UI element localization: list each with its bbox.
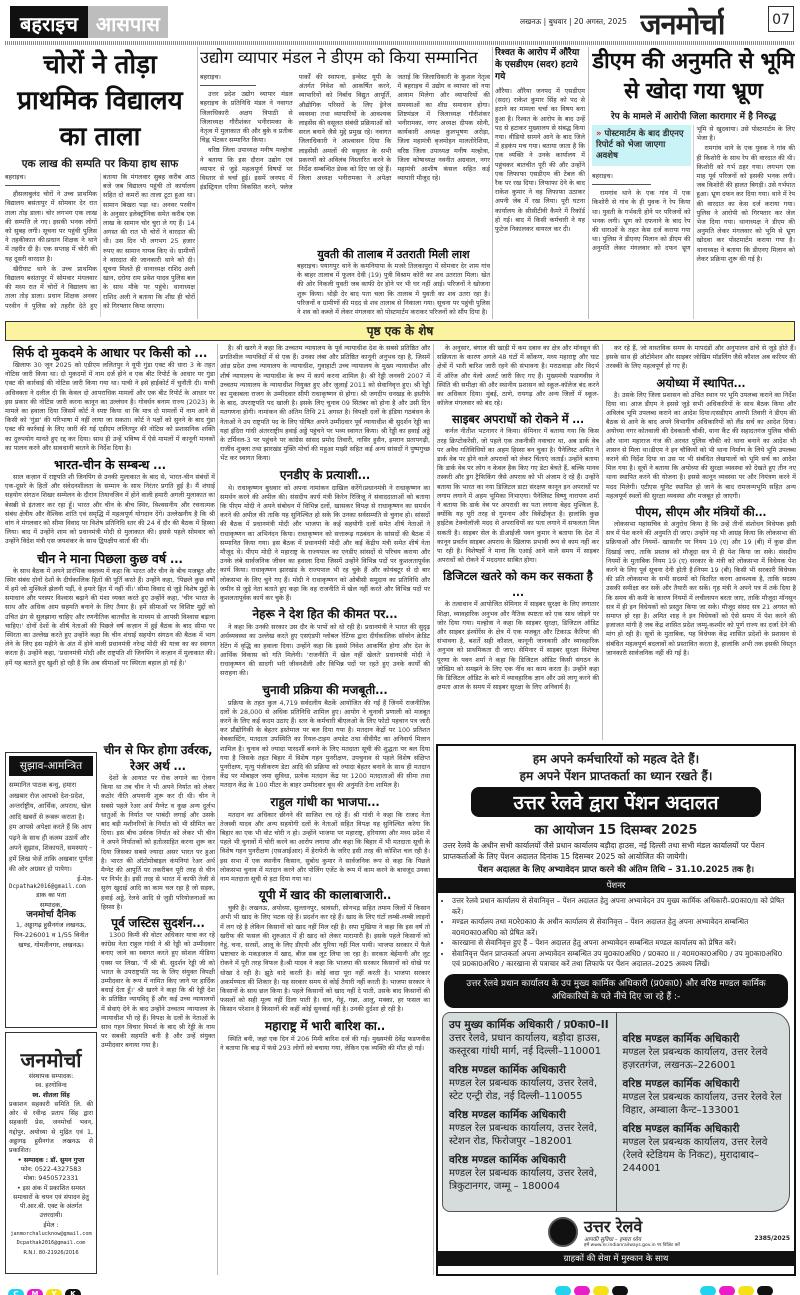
- paragraph: थे। राधाकृष्णन बुधवार को अपना नामांकन दाखिल करेंगे।प्रधानमंत्री ने राधाकृष्णन का समर्थन करने की अपील की। संसदीय कार्य मंत्री किरेन रिजिजू ने संवाददाताओं को बताया कि पीएम मोदी ने अपने संबोधन में विभिन्न दलों, खासकर विपक्ष से राधाकृष्णन का समर्थन करने की अपील की ताकि यह सुनिश्चित हो सके कि उनका सर्वसम्मति से चुनाव हो। सांसदों की बैठक में प्रधानमंत्री मोदी और भाजपा के कई सहयोगी दलों समेत शीर्ष नेताओं ने राधाकृष्णन का अभिनंदन किया। राधाकृष्णन को सत्तारूढ़ गठबंधन के सांसदों की बैठक में सम्मानित किया गया। इस बैठक में प्रधानमंत्री मोदी और कई केंद्रीय मंत्री समेत शीर्ष नेता मौजूद थे। पीएम मोदी ने महाराष्ट्र के राज्यपाल का एनडीए सांसदों से परिचय कराया और उनके लंबे सार्वजनिक जीवन का हवाला दिया जिसमें उन्होंने विभिन्न पदों पर कुशलतापूर्वक कार्य किया। राधाकृष्णन झारखंड के राज्यपाल भी रह चुके हैं और कोयंबटूर से दो बार लोकसभा के लिए चुने गए हैं। मोदी ने राधाकृष्णन को ओबीसी समुदाय का प्रतिनिधि और जमीन से जुड़े नेता बताते हुए कहा कि वह राजनीति में खेल नहीं करते और विभिन्न पदों पर कुशलतापूर्वक कार्य कर चुके हैं।: [220, 483, 430, 603]
- paragraph: के अनुसार, बंगाल की खाड़ी में कम दबाव का क्षेत्र और मॉनसून की सक्रियता के कारण अगले 48 घंटों में कोंकण, मध्य महाराष्ट्र और घाट क्षेत्रों में भारी बारिश जारी रहने की संभावना है। मराठवाड़ा और विदर्भ में ऑरेंज और येलो अलर्ट जारी किए गए हैं। मुख्यमंत्री फडणवीस ने स्थिति की समीक्षा की और स्थानीय प्रशासन को स्कूल-कॉलेज बंद करने का अधिकार दिया। मुंबई, ठाणे, रायगढ़ और अन्य जिलों में स्कूल-कॉलेज मंगलवार को बंद रहे।: [437, 344, 599, 408]
- subsection-name: आसपास: [88, 6, 168, 38]
- headline: चोरों ने तोड़ा प्राथमिक विद्यालय का ताला: [17, 50, 183, 152]
- headline: चीन से फिर होगा उर्वरक, रेअर अर्थ ...: [103, 743, 213, 773]
- registration-mark-c: [700, 1286, 716, 1295]
- office-address: मण्डल रेल प्रबन्धक कार्यालय, उत्तर रेलवे हज़रतगंज, लखनऊ–226001: [622, 1046, 768, 1071]
- headline: डिजिटल खतरे को कम कर सकता है ...: [443, 569, 593, 600]
- headline: नेहरू ने देश हित की कीमत पर...: [252, 607, 398, 622]
- issue-dateline: लखनऊ | बुधवार | 20 अगस्त, 2025: [520, 17, 627, 26]
- office-address: मण्डल रेल प्रबन्धक कार्यालय, उत्तर रेलवे, स्टेट एन्ट्री रोड, नई दिल्ली–110055: [449, 1077, 598, 1102]
- column-b: [220, 344, 430, 1275]
- paragraph: के तत्वाधान में आयोजित सेमिनार में साइबर सुरक्षा के लिए लगातार शिक्षा, व्यावहारिक अनुभव और नैतिक स्पष्टता को एक साथ जोड़ने पर जोर दिया गया। मल्होत्रा ने कहा कि साइबर सुरक्षा, डिजिटल ऑडिट और साइबर इंश्योरेंस के क्षेत्र में एक मजबूत और टिकाऊ कैरियर की संभावना है, बशर्ते सही कौशल, कानूनी जानकारी और व्यावहारिक अनुभव को प्राथमिकता दी जाए। सेमिनार में साइबर सुरक्षा विशेषज्ञ पूरणा के पवन शर्मा ने कहा कि डिजिटल ऑडिट किसी संगठन के जोखिम को समझने के लिए एक नींव का काम करता है। उन्होंने कहा कि डिजिटल ऑडिट के बारे में व्यावहारिक ज्ञान और उसे लागू करने की क्षमता आज के समय में साइबर सुरक्षा के लिए अनिवार्य है।: [437, 600, 599, 692]
- article-pond-body: [297, 248, 490, 318]
- postal-address: 1, अड्डागढ़ हुसैनगंज लखनऊ, पिन-226001 व 1/55 विनीत खण्ड, गोमतीनगर, लखनऊ।: [13, 920, 89, 949]
- post-label: डाक का पता: [35, 890, 67, 899]
- email-link[interactable]: Dcpathak2016@gmail.com: [16, 1240, 86, 1247]
- masthead-logo: जनमोर्चा: [640, 7, 725, 41]
- subhead: रेप के मामले में आरोपी जिला कारागार में है निरुद्ध: [611, 112, 776, 122]
- headline: साइबर अपराधों को रोकने में ...: [451, 412, 585, 427]
- headline: युवती की तालाब में उतराती मिली लाश: [317, 248, 470, 261]
- header-rule: [5, 41, 795, 45]
- imprint-box: [5, 1032, 97, 1274]
- paragraph: देशों के आयात पर रोक लगाने का ऐलान किया था तब चीन ने भी अपने निर्यात को लेकर कठोर नीति अपनानी शुरू कर दी थी। चीन ने सबसे पहले रेअर अर्थ मैग्नेट व कुछ अन्य दुर्लभ धातुओं के निर्यात पर पाबंदी लगाई और उसके बाद बड़ी मशीनरियों के निर्यात को भी सीमित कर दिया। इस बीच उर्वरक निर्यात को लेकर भी चीन ने अपने निर्यातकों को हतोत्साहित करना शुरू कर दिया जिसका सबसे ज्यादा असर भारत पर हुआ है। भारत की ऑटोमोबाइल कंपनियां रेअर अर्थ मैग्नेट की आपूर्ति पर तकरीबन पूरी तरह से चीन पर निर्भर है। इसी तरह से भारत में काफी तेजी से सुरंग खुदाई आदि का काम चल रहा है जो सड़क, हवाई अड्डे, रेलवे आदि से जुड़ी परियोजनाओं का हिस्सा है।: [101, 774, 215, 911]
- editor-name: • सम्पादक : डॉ. सुमन गुप्ता: [17, 1156, 85, 1164]
- headline: चुनावी प्रक्रिया की मजबूती...: [262, 682, 388, 697]
- ad-footer: ग्राहकों की सेवा में मुस्कान के साथ: [438, 1251, 794, 1266]
- instruction-item: • सेवानिवृत्त पेंशन प्राप्तकर्ता अपना अभ्यावेदन सम्बन्धित उप मु0का0अधि0 / प्र0का0 II / व0म0का0अधि0 / उप मु0का0अधि0 एवं प्र0का0अधि0 / कारखाना से पत्राचार करें तथा लिफाफे पर पेंशन अदालत–2025 अवश्य लिखें।: [452, 949, 788, 970]
- founder-name: स्व. शीतला सिंह: [32, 1091, 70, 1099]
- registration-mark-k: [757, 1286, 773, 1295]
- headline: महाराष्ट्र में भारी बारिश का..: [264, 1018, 386, 1033]
- column-c: [437, 344, 599, 740]
- paragraph: है। श्री खरगे ने कहा कि उच्चतम न्यायालय के पूर्व न्यायाधीश देश के सबसे प्रतिष्ठित और प्रगतिशील न्यायविदों में से एक हैं। उनका लंबा और प्रतिष्ठित कानूनी अनुभव रहा है, जिसमें आंध्र प्रदेश उच्च न्यायालय के न्यायाधीश, गुवाहाटी उच्च न्यायालय के मुख्य न्यायाधीश और शीर्ष न्यायालय के न्यायाधीश के रूप में कार्य करना शामिल है। श्री रेड्डी जनवरी 2007 में उच्चतम न्यायालय के न्यायाधीश नियुक्त हुए और जुलाई 2011 को सेवानिवृत्त हुए। श्री रेड्डी का मुकाबला राजग के उम्मीदवार सीपी राधाकृष्णन से होगा। श्री जगदीप धनखड़ के इस्तीफे के बाद, उपराष्ट्रपति पद खाली है। इसके लिए चुनाव 09 सितंबर को होना है और उसी दिन मतगणना होगी। नामांकन की अंतिम तिथि 21 अगस्त है। विपक्षी दलों के इंडिया गठबंधन के नेताओं ने उप राष्ट्रपति पद के लिए घोषित अपने उम्मीदवार पूर्व न्यायाधीश बी सुदर्शन रेड्डी का यहां इंदिरा गांधी अंतरराष्ट्रीय हवाई अड्डे पहुंचने पर भव्य स्वागत किया। श्री रेड्डी का हवाई अड्डे के टर्मिनल-3 पर पहुंचने पर कांग्रेस सांसद प्रमोद तिवारी, नासिर हुसैन, इमरान प्रतापगढ़ी, राजीव शुक्ला तथा झारखंड मुक्ति मोर्चा की महुआ माझी सहित कई अन्य सांसदों ने पुष्पगुच्छ भेंट कर स्वागत किया।: [220, 344, 430, 463]
- paragraph: है। उसके लिए जिला प्रशासन को उचित स्थान पर भूमि उपलब्ध कराने का निर्देश दिया था। आज डीएम ने इससे जुड़े सभी अधिकारियों के साथ बैठक किया और अविलंब भूमि उपलब्ध कराने का आदेश दिया।एसडीएम आरपी तिवारी ने डीएम की बैठक से आने के बाद अपने विभागीय अधिकारियों को लैंड सर्च का आदेश दिया। अयोध्या नगर कोतवाली की देवकाली चौकी, थाना कैंट की सहादतगंज पुलिस चौकी और थाना महाराज गंज की अरवत पुलिस चौकी को थाना बनाने का आदेश भी शासन से मिला था।डीएम ने इन चौकियों को भी थाना निर्माण के लिये भूमि उपलब्ध कराने की निर्देश दिया था उस पर भी संबंधित लेखपालों को भूमि सर्च का आदेश मिल गया है। सूत्रों ने बताया कि अयोध्या की सुरक्षा व्यवस्था को देखते हुए तीन नए थाना स्थापित करने की योजना है। इससे कानून व्यवस्था पर और नियंत्रण करने में मदद मिलेगी। एटीएस यूनिट स्थापित हो जाने के बाद रामजन्मभूमि सहित अन्य महत्वपूर्ण स्थलों की सुरक्षा व्यवस्था और मजबूत हो जाएगी।: [606, 390, 796, 500]
- paragraph: उत्तर प्रदेश उद्योग व्यापार मंडल बहराइच के प्रतिनिधि मंडल ने नवागत जिलाधिकारी अक्षय त्रिपाठी से जिलाध्यक्ष गौरीशंकर भनीरामका के नेतृत्व में मुलाकात की और बुके व प्रतीक चिह्न भेंटकर सम्मानित किया।: [200, 90, 293, 145]
- headline: पीएम, सीएम और मंत्रियों की...: [635, 505, 767, 520]
- office-address: उत्तर रेलवे, प्रधान कार्यालय, बड़ौदा हाउस, कस्तूरबा गांधी मार्ग, नई दिल्ली–110001: [449, 1032, 602, 1057]
- imprint-text: प्रकाशन सहकारी समिति लि. की ओर से रवीन्द्र प्रताप सिंह द्वारा सहकारी प्रेस, जनमोर्चा भवन, गद्दोपुर, अयोध्या से मुद्रित एवं 1, अड्डागढ़ हुसैनगंज लखनऊ से प्रकाशित।: [9, 1100, 93, 1155]
- section-name: बहराइच: [10, 6, 88, 38]
- registration-strip: [0, 1279, 800, 1295]
- section-flag: [10, 6, 168, 38]
- registration-mark-c: C: [8, 1289, 24, 1295]
- registration-mark-y: [593, 1286, 609, 1295]
- office-address: मण्डल रेल प्रबन्धक कार्यालय, उत्तर रेलवे, त्रिकुटानगर, जम्मू – 180004: [449, 1167, 598, 1192]
- editor-label: सम्पादक,: [39, 900, 63, 909]
- office-title: वरिष्ठ मण्डल कार्मिक अधिकारी: [622, 1077, 740, 1090]
- founder-label: संस्थापक सम्पादक:: [28, 1073, 74, 1080]
- paragraph: प्रक्रिया के तहत कुल 4,719 सर्वदलीय बैठकें आयोजित की गईं हैं जिनमें राजनीतिक दलों के 28,000 से अधिक प्रतिनिधि शामिल हुए। आयोग ने चुनावी प्रणाली को मजबूत करने के लिए कई कदम उठाए हैं। स्तर के कर्मचारी बीएलओ के लिए फोटो पहचान पत्र जारी कर प्रौद्योगिकी के बेहतर इस्तेमाल पर बल दिया गया है। मतदान केंद्रों पर 100 प्रतिशत वेबकास्टिंग, मतदाता उपस्थिति का रियल-टाइम अपडेट तथा वीवीपैट का अनिवार्य मिलान शामिल है। चुनाव को ज्यादा पारदर्शी बनाने के लिए मतदाता सूची की शुद्धता पर बल दिया गया है जिसके तहत बिहार में विशेष गहन पुनरीक्षण, उपचुनाव से पहले विशेष संक्षिप्त पुनरीक्षण, मृत्यु पंजीकरण डेटा आदि की प्रक्रिया को ज्यादा बेहतर बनाने के साथ ही मतदान केंद्र पर मोबाइल जमा सुविधा, प्रत्येक मतदान केंद्र पर 1200 मतदाताओं की सीमा तथा मतदान केंद्र के 100 मीटर के बाहर उम्मीदवार बूथ की अनुमति देना शामिल है।: [220, 698, 430, 790]
- paragraph: खिलाफ 30 जून 2025 को एडीएम ललितपुर ने यूपी गुंडा एक्ट की धारा 3 के तहत नोटिस जारी किया था। दो मुकदमों में नाम दर्ज होने व एक बीट रिपोर्ट के आधार पर गुंडा एक्ट की कार्रवाई की नोटिस जारी किया गया था। याची ने इसे हाईकोर्ट में चुनौती दी। याची अधिवक्ता ने दलील दी कि केवल दो आपराधिक मामलों और एक बीट रिपोर्ट के आधार पर इस प्रकार की नोटिस जारी करना कानून का उल्लंघन है। गोवर्धन बनाम राज्य (2023) के मामले का हवाला दिया जिसमें कोर्ट ने स्पष्ट किया था कि मात्र दो मामलों में नाम आने से किसी को 'गुंडा' की परिभाषा में नहीं लाया जा सकता। कोर्ट ने पक्षों को सुनने के बाद गुंडा एक्ट की कार्रवाई के लिए जारी की गई एडीएम ललितपुर की नोटिस को प्रशासनिक शक्ति का दुरुपयोग मानते हुए रद्द कर दिया। साथ ही उन्हें भविष्य में ऐसे मामलों में कानूनी मानकों का पालन करने और सावधानी बरतने के निर्देश दिया है।: [5, 361, 215, 452]
- registration-mark-k: K: [65, 1289, 81, 1295]
- column-a-right: [101, 742, 215, 1275]
- registration-mark-m: M: [27, 1289, 43, 1295]
- registration-mark-c: [555, 1286, 571, 1295]
- column-d: [606, 344, 796, 740]
- office-address: मण्डल रेल प्रबन्धक कार्यालय, उत्तर रेलवे रेल विहार, अम्बाला कैन्ट–133001: [622, 1091, 782, 1116]
- railway-tagline: आपकी सुविधा – हमारा ध्येय: [584, 1236, 641, 1243]
- registration-mark-m: [574, 1286, 590, 1295]
- paper-name: जनमोर्चा दैनिक: [26, 909, 76, 920]
- ad-line: हम अपने पेंशन प्राप्तकर्ता का ध्यान रखते हैं।: [519, 769, 713, 783]
- headline: उद्योग व्यापार मंडल ने डीएम को किया सम्मानित: [200, 48, 478, 67]
- instructions-list: [438, 896, 794, 970]
- highlight-box: [592, 125, 691, 166]
- headline: यूपी में खाद की कालाबाजारी..: [258, 888, 392, 903]
- headline: एनडीए के प्रत्याशी...: [279, 467, 371, 482]
- railway-pension-ad: [436, 744, 796, 1276]
- headline: भारत-चीन के सम्बन्ध ...: [54, 457, 166, 473]
- office-address: मण्डल रेल प्रबन्धक कार्यालय, उत्तर रेलवे, स्टेशन रोड, फिरोजपुर –182001: [449, 1122, 598, 1147]
- continued-banner: पृष्ठ एक के शेष: [5, 321, 795, 341]
- instruction-item: • मण्डल कार्यालय तथा म0रे0का0 के अधीन कार्यालय से सेवानिवृत्त – पेंशन अदालत हेतु अपना अभ्यावेदन सम्बन्धित व0म0का0अधि0 को प्रेषित करें।: [452, 917, 788, 938]
- headline: सिर्फ दो मुकदमे के आधार पर किसी को ...: [12, 345, 208, 360]
- headline: पूर्व जस्टिस सुदर्शन...: [111, 916, 205, 931]
- railway-logo: उत्तर रेलवे: [584, 1216, 643, 1236]
- office-title: वरिष्ठ मण्डल कार्मिक अधिकारी: [449, 1108, 566, 1121]
- ad-date: का आयोजन 15 दिसम्बर 2025: [534, 823, 698, 838]
- email-link[interactable]: janmorchalucknow@gmail.com: [10, 1231, 92, 1238]
- ad-title: उत्तर रेलवे द्वारा पेंशन अदालत: [471, 787, 761, 817]
- pensioner-bar: पेंशनर: [438, 878, 794, 893]
- founder-name: स्व. हरगोविन्द: [35, 1082, 67, 1090]
- headline: अयोध्या में स्थापित...: [656, 375, 746, 390]
- paragraph: के साथ बैठक में अपने प्रारंभिक वक्तव्य में कहा कि भारत और चीन के बीच मजबूत और स्थिर संबंध दोनों देशों के दीर्घकालिक हितों की पूर्ति करते हैं। उन्होंने कहा, 'पिछले कुछ वर्षों में हमें जो मुश्किलें झेलनी पड़ीं, वे हमारे हित में नहीं थीं।' सीमा विवाद से जुड़े विशेष मुद्दों के समाधान और परस्पर विश्वास बढ़ाने की मंशा व्यक्त करते हुए उन्होंने कहा, 'चीन भारत के साथ और अधिक आम सहमति बनाने के लिए तैयार है। हमें सीमाओं पर विशिष्ट मुद्दों को उचित ढंग से सुलझाना चाहिए और रणनीतिक बातचीत के माध्यम से आपसी विश्वास बढ़ाना चाहिए।' दोनों देशों के शीर्ष नेताओं की पिछले वर्ष कज़ान में हुई बैठक के बाद सीमा पर स्थिरता का उल्लेख करते हुए उन्होंने कहा कि चीन शंघाई सहयोग संगठन की बैठक में भाग लेने के लिए इस महीने के अंत में होने वाली प्रधानमंत्री नरेन्द्र मोदी की यात्रा का का स्वागत करता है। उन्होंने कहा, 'प्रधानमंत्री मोदी और राष्ट्रपति शी जिनपिंग ने कज़ान में मुलाकात की। हमें यह बताते हुए खुशी हो रही है कि अब सीमाओं पर स्थिरता बहाल हो गई है।': [5, 566, 215, 667]
- headline: राहुल गांधी का भाजपा...: [270, 794, 380, 809]
- paragraph: स्थिति बनी, जहां एक दिन में 206 मिमी बारिश दर्ज की गई। मुख्यमंत्री देवेंद्र फडणवीस ने बताया कि बाढ़ में फंसे 293 लोगों को बचाया गया, लेकिन एक व्यक्ति की मौत हो गई।: [220, 1034, 430, 1052]
- ad-intro: उत्तर रेलवे के अधीन सभी कार्यालयों जैसे प्रधान कार्यालय बड़ौदा हाउस, नई दिल्ली तथा सभी मंडल कार्यालयों पर पेंशन प्राप्तकर्ताओं के लिए पेंशन अदालत दिनांक 15 दिसम्बर 2025 को आयोजित की जायेगी।: [443, 841, 765, 861]
- office-title: वरिष्ठ मण्डल कार्मिक अधिकारी: [622, 1032, 740, 1045]
- headline: डीएम की अनुमति से भूमि से खोदा गया भ्रूण: [592, 49, 795, 104]
- paragraph: कर्नल नीतीश भटनागर ने किया। सेमिनार में बताया गया कि किस तरह क्रिप्टोकरेंसी, जो पहले एक तकनीकी नवाचार था, अब डार्क वेब पर अवैध गतिविधियों का अहम हिस्सा बन चुका है। पैनेलिस्ट अमित ने डार्क वेब पर होने वाले अपराधों को लेकर चिंताएं जताईं। उन्होंने बताया कि डार्क वेब पर लोग न केवल हैक किए गए डेटा बेचते हैं, बल्कि मानव तस्करी और ड्रग ट्रैफिकिंग जैसे अपराध को भी अंजाम दे रहे हैं। उन्होंने बताया कि भारत का नया डिजिटल डाटा संरक्षण कानून इन अपराधों पर लगाम लगाने में अहम भूमिका निभाएगा। पैनेलिस्ट विष्णु नारायण शर्मा ने बताया कि डार्क वेब पर अपराधी का पता लगाना बेहद मुश्किल है, क्योंकि यह पूरी तरह से गुमनाम और विकेंद्रीकृत है। हालांकि कुछ हाईटेक टेक्नोलॉजी मदद से अपराधियों का पता लगाने में सफलता मिल सकती है। साइबर सेल के डीआईजी पवन कुमार ने बताया कि देश में कानून प्रवर्तन साइबर अपराध के खिलाफ प्रभावी रूप से काम नहीं कर पा रही है। विशेषज्ञों ने माना कि एआई आने वाले समय में साइबर अपराधों को रोकने में मददगार साबित होगा।: [437, 427, 599, 565]
- dateline: बहराइच।: [200, 73, 256, 86]
- subhead: एक लाख की सम्पति पर किया हाथ साफ: [21, 158, 179, 170]
- paragraph: चुकी है। लखनऊ, अयोध्या, सुल्तानपुर, श्रावस्ती, सोनभद्र सहित तमाम जिलों में किसान अभी भी खाद के लिए भटक रहे हैं। प्रदर्शन कर रहे हैं। खाद के लिए घंटों लम्बी-लम्बी लाइनों में लग रहे है लेकिन किसानों को खाद नहीं मिल रही है। सपा मुखिया ने कहा कि इस वर्ष तो खरीफ की फसल की शुरुआत में ही खाद को लेकर मारामारी है। इसके पहले किसानों को गेहूं, चना, सरसों, आलू के लिए डीएपी और यूरिया नहीं मिल पायी। भाजपा सरकार में फैले भ्रष्टाचार के मकड़जाल में खाद, बीज सब लूट लिया जा रहा है। सरकार बेईमानी और लूट रोकने में पूरी तरह विफल है।श्री यादव ने कहा कि भाजपा की सरकार किसानों को धोखे पर धोखा दे रही है। झूठे वादे करती है। कोई वादा पूरा नहीं करती है। भाजपा सरकार अकर्मण्यता की शिकार है। यह सरकार समय से कोई तैयारी नहीं करती है। भाजपा सरकार ने किसानों के साथ छल किया है। पहले किसानों को खाद नहीं दे पाती, उसके बाद किसानों की फसलों को सही मूल्य नहीं दिला पाती है। धान, गेहूं, गन्ना, आलू, मक्का, हर फसल का किसान परेशान है किसानों की कहीं कोई सुनवाई नहीं है। उनकी दुर्दशा हो रही है।: [220, 904, 430, 1014]
- address-intro: उत्तर रेलवे प्रधान कार्यालय के उप मुख्य कार्मिक अधिकारी (प्र0का0) और वरिष्ठ मण्डल कार्मिक अधिकारियों के पते नीचे दिए जा रहे हैं :-: [444, 974, 788, 1008]
- email-label: ई-मेल-: [77, 874, 93, 883]
- paragraph: मतदान का अधिकार छीनने की साजिश रच रहे हैं। श्री गांधी ने कहा कि राजद नेता तेजस्वी यादव और अन्य सहयोगी दलों के नेताओं सहित विपक्ष यह सुनिश्चित करेगा कि बिहार का एक भी वोट चोरी न हो। उन्होंने भाजपा पर महाराष्ट्र, हरियाणा और मध्य प्रदेश में पहले भी चुनावों में चोरी करने का आरोप लगाया और कहा कि बिहार में भी मतदाता सूची के विशेष गहन पुनरीक्षण (एसआईआर) में हेराफेरी के जरिए इसी तरह की कोशिश चल रही है। इस सभा में एक स्थानीय किसान, सुबोध कुमार ने सार्वजनिक रूप से कहा कि पिछले लोकसभा चुनाव में मतदान करने और पोलिंग एजेंट के रूप में काम करने के बावजूद उनका नाम मतदाता सूची से हटा दिया गया था।: [220, 810, 430, 883]
- ad-logo-row: [438, 1215, 794, 1251]
- imprint-logo: जनमोर्चा: [20, 1048, 82, 1072]
- ad-reference: 2385/2025: [754, 1234, 790, 1242]
- registration-mark-m: [719, 1286, 735, 1295]
- instruction-item: • उत्तर रेलवे प्रधान कार्यालय से सेवानिवृत्त – पेंशन अदालत हेतु अपना अभ्यावेदन उप मुख्य कार्मिक अधिकारी–प्र0का0/II को प्रेषित करें।: [452, 896, 788, 917]
- address-panel: [442, 1012, 790, 1212]
- headline: रिश्वत के आरोप में औरैया के एसडीएम (सदर) हटाये गये: [495, 48, 580, 82]
- office-title: वरिष्ठ मण्डल कार्मिक अधिकारी: [622, 1122, 740, 1135]
- phone: फोन: 0522-4327583: [20, 1165, 82, 1173]
- paragraph: हौसलाबुलंद चोरों ने उच्च प्राथमिक विद्यालय बसंतापुर में सोमवार देर रात ताला तोड़ डाला। चोर लगभग एक लाख की सम्पत्ति ले गए। इसकी भनक लोगों को सुबह लगी। सूचना पर पहुंची पुलिस ने तहकीकात की।प्रधान शिक्षक ने थाने में तहरीर दी है। एक सप्ताह में चोरी की यह दूसरी वारदात है।: [5, 190, 97, 263]
- mobile: मोबा: 9450572331: [23, 1175, 79, 1183]
- paragraph: कर रहे हैं, जो वास्तविक समय के मापदंडों और अनुपालन ढांचे से जुड़े होते हैं। इसके साथ ही ऑटोमेशन और साइबर जोखिम मॉडलिंग जैसे कौशल अब करियर की तरक्की के लिए महत्वपूर्ण हो गए हैं।: [606, 344, 796, 371]
- box-title: सुझाव-आमन्त्रित: [9, 756, 93, 776]
- railway-emblem-icon: [548, 1217, 578, 1247]
- paragraph: रामगांव थाने के एक गांव में एक किशोरी से गांव के ही युवक ने रेप किया था। युवती के गर्भवती होने पर परिजनों को भनक लगी। भ्रूण को दफनाने के बाद रेप की धाराओं के तहत केस दर्ज कराया गया था। पुलिस ने डीएनए मिलान को डीएम की अनुमति लेकर मंगलवार को दफन भ्रूण भूमि से खुदवाया। उसे पोस्टमार्टम के लिए भेजा है।: [592, 125, 795, 253]
- headline: चीन ने माना पिछला कुछ वर्ष ...: [37, 550, 183, 566]
- registration-mark-y: Y: [46, 1289, 62, 1295]
- ad-deadline: पेंशन अदालत के लिए अभ्यावेदन प्राप्त करने की अंतिम तिथि – 31.10.2025 तक है।: [477, 865, 755, 875]
- paragraph: ने कहा कि उनकी सरकार उस दौर के पापों को धो रही है। प्रधानमंत्री ने भारत की सुदृढ़ अर्थव्यवस्था का उल्लेख करते हुए एसएंडपी ग्लोबल रेटिंग्स द्वारा दीर्घकालिक सॉवरेन क्रेडिट रेटिंग में वृद्धि का हवाला दिया। उन्होंने कहा कि इससे निवेश आकर्षित होगा और देश के आर्थिक विकास को गति मिलेगी। 'राजनीति में खेल नहीं खेलते' प्रधानमंत्री मोदी ने राधाकृष्णन की सादगी भरी जीवनशैली और विभिन्न पदों पर रहते हुए उनके कार्यों की सराहना की।: [220, 623, 430, 678]
- paragraph: सम्मानित पाठक बन्धु, हमारा अखबार रोज आपको देश-प्रदेश, अन्तर्राष्ट्रीय, आर्थिक, अपराध, खेल आदि खबरों से रूबरू कराता है। हम आपसे अपेक्षा करते हैं कि आप पढ़ने के साथ ही कलम उठायें और अपने सुझाव, शिकायतें, समस्याएं - हमें लिख भेजें ताकि अखबार पूर्णता की ओर अग्रसर हो पायेगा।: [9, 781, 93, 873]
- office-title: वरिष्ठ मण्डल कार्मिक अधिकारी: [449, 1063, 566, 1076]
- highlight-text: पोस्टमार्टम के बाद डीएनए रिपोर्ट को भेजा जाएगा अवशेष: [596, 129, 684, 161]
- email-label: ईमेल :: [43, 1221, 59, 1229]
- office-title: वरिष्ठ मण्डल कार्मिक अधिकारी: [449, 1153, 566, 1166]
- paragraph: औरैया। औरैया जनपद में एसडीएम (सदर) राकेश कुमार सिंह को पद से हटाने का मामला चर्चा का विषय बना हुआ है। रिश्वत के आरोप के बाद उन्हें पद से हटाकर मुख्यालय से संबद्ध किया गया। वीडियो सामने आने के बाद जिले में हड़कंप मच गया। बताया जाता है कि एक व्यक्ति ने उनके कार्यालय में पहुंचकर बातचीत पूरी की और उन्होंने एक लिफाफा एसडीएम की टेबल की रैक पर रख दिया। लिफाफा देने के बाद राकेश कुमार ने वह लिफाफा उठाकर अपनी जेब में रख लिया। पूरी घटना कार्यालय के सीसीटीवी कैमरे में रिकॉर्ड हो गई। बाद में किसी कर्मचारी ने यह फुटेज निकालकर वायरल कर दी।: [495, 87, 585, 234]
- paragraph: साल कज़ान में राष्ट्रपति शी जिनपिंग से उनकी मुलाकात के बाद से, भारत-चीन संबंधों में एक-दूसरे के हितों और संवेदनशीलता के सम्मान के साथ निरंतर प्रगति हुई है। मैं शंघाई सहयोग संगठन शिखर सम्मेलन के दौरान तियानजिन में होने वाली हमारी अगली मुलाकात का बेसब्री से इंतजार कर रहा हूँ। भारत और चीन के बीच स्थिर, विश्वसनीय और रचनात्मक संबंध क्षेत्रीय और वैश्विक शांति एवं समृद्धि में महत्वपूर्ण योगदान देंगे। उल्लेखनीय है कि श्री वांग ने मंगलवार को सीमा विवाद पर विशेष प्रतिनिधि स्तर की 24 वें दौर की बैठक में हिस्सा लिया। बाद में उन्होंने शाम को प्रधानमंत्री मोदी से मुलाकात की। इससे पहले सोमवार को उन्होंने विदेश मंत्री एस जयशंकर के साथ द्विपक्षीय वार्ता की थी।: [5, 473, 215, 546]
- office-address: मण्डल रेल प्रबन्धक कार्यालय, उत्तर रेलवे (रेलवे स्टेडियम के निकट), मुरादाबाद–244001: [622, 1136, 768, 1174]
- paragraph: बहराइच। पयागपुर थाने के कमनियापा के मजरे तिलकापुरा में सोमवार देर शाम गांव के बाहर तालाब में फूलन देवी (19) पुत्री विश्राम कोरी का शव उतराता मिला। खेत की ओर निकली युवती जब काफी देर होने पर भी घर नहीं आई। परिजनों ने खोजना शुरू किया। थोड़ी देर बाद पता चला कि तालाब में युवती का शव उतरा रहा है। परिजनों व ग्रामीणों की मदद से शव तालाब से निकाला गया। सूचना पर पहुंची पुलिस ने शव को कब्जे में लेकर मंगलवार को पोस्टमार्टम कराकर परिजनों को सौंप दिया है।: [297, 262, 490, 317]
- dateline: बहराइच।: [592, 172, 651, 185]
- paragraph: खैरीघाट थाने के उच्च प्राथमिक विद्यालय बसंतापुर में सोमवार मंगलवार की मध्य रात में चोरों ने विद्यालय का ताला तोड़ डाला। प्रधान शिक्षक अनवर परवीन ने पुलिस को तहरीर देते हुए बताया कि मंगलवार सुबह करीब आठ बजे जब विद्यालय पहुंची तो कार्यालय सहित दो कमरों का ताला टूटा हुआ था। सामान बिखरा पड़ा था। अनवर परवीन के अनुसार इलेक्ट्रॉनिक समेत करीब एक लाख के सामान चोर चुरा ले गए हैं। 14 अगस्त की रात भी चोरों ने वारदात की थी। उस दिन भी लगभग 25 हजार रुपए का सामान गायब किए थे। ग्रामीणों ने वारदात की जानकारी थाने को दी। सूचना मिलते ही थानाध्यक्ष राशिद अली खान, दरोगा राम प्रवेश यादव पुलिस बल के साथ मौके पर पहुंचे। थानाध्यक्ष राशिद अली ने बताया कि शीघ्र ही चोरों को गिरफ्तार किया जाएगा।: [5, 173, 195, 310]
- article-fetus: [592, 47, 795, 319]
- prb-note: • इस अंक में प्रकाशित समस्त समाचारों के चयन एवं संपादन हेतु पी.आर.बी. एक्ट के अंतर्गत उत्तरदायी।: [13, 1184, 89, 1220]
- instruction-item: • कारखाना से सेवानिवृत्त हुए हैं – पेंशन अदालत हेतु अपना अभ्यावेदन सम्बन्धित मण्डल कार्यालय को प्रेषित करें।: [452, 938, 788, 949]
- ad-line: हम अपने कर्मचारियों को महत्व देते हैं।: [532, 752, 700, 766]
- email-link[interactable]: Dcpathak2016@gmail.com: [9, 883, 86, 890]
- paragraph: 1300 किमी की वोटर अधिकार यात्रा कर रहे कांग्रेस नेता राहुल गांधी ने श्री रेड्डी को उम्मीदवार बनाए जाने का स्वागत करते हुए सोशल मीडिया एक्स पर लिखा, 'मैं श्री बी. सुदर्शन रेड्डी जी को भारत के उपराष्ट्रपति पद के लिए संयुक्त विपक्षी उम्मीदवार के रूप में नामित किए जाने पर हार्दिक बधाई देता हूँ।' श्री खरगे ने कहा कि श्री रेड्डी देश के प्रतिष्ठित न्यायविद् हैं और कई उच्च न्यायालयों में सेवाएं देने के बाद उन्होंने उच्चतम न्यायालय के न्यायाधीश भी रहे हैं। विपक्ष के दलों के नेताओं के साथ गहन विचार विमर्श के बाद श्री रेड्डी के नाम पर सबकी सहमति बनी है और उन्हें संयुक्त उम्मीदवार बनाया गया है।: [101, 931, 215, 1050]
- article-sdm-bribery: [495, 47, 585, 319]
- paragraph: रामगांव थाने के एक युवक ने गांव की ही किशोरी के साथ रेप की वारदात की थी। किशोरी को गर्भ ठहर गया। लगभग एक माह पूर्व परिजनों को इसकी भनक लगी। जब किशोरी की हालत बिगड़ी। उसे गर्भपात हुआ। भ्रूण दफन कर दिया गया। थाने में रेप की वारदात का केस दर्ज कराया गया। पुलिस ने आरोपी को गिरफ्तार कर जेल भेज दिया गया। थानाध्यक्ष ने डीएम की अनुमति लेकर मंगलवार को भूमि से भ्रूण खोदवा कर पोस्टमार्टम कराया गया है। थानाध्यक्ष ने बताया कि डीएनए मिलान को लेकर प्रक्रिया शुरू की गई है।: [696, 144, 795, 263]
- page-number: 07: [768, 6, 794, 32]
- article-thieves: [5, 47, 195, 317]
- arrow-icon: »: [596, 129, 605, 139]
- dateline: बहराइच।: [5, 173, 60, 186]
- column-a: [5, 344, 215, 739]
- rni-number: R.N.I. 80-21926/2016: [23, 1249, 79, 1256]
- registration-mark-k: [612, 1286, 628, 1295]
- railway-website[interactable]: हमें www.nr.indianrailways.gov.in पर विज़िट करें: [584, 1242, 680, 1248]
- office-title: उप मुख्य कार्मिक अधिकारी / प्र0का0–II: [449, 1018, 609, 1031]
- paragraph: लोकसभा महासचिव से अनुरोध किया है कि उन्हें तीनों संशोधन विधेयक इसी सत्र में पेश करने की अनुमति दी जाए। उन्होंने यह भी आग्रह किया कि लोकसभा की प्रक्रियाओं और नियमों- खासतौर पर नियम 19 (ए) और 19 (बी) में कुछ ढील दिखाई जाए, ताकि प्रस्ताव को मौजूदा सत्र में ही पेश किया जा सके। संसदीय नियमों के मुताबिक नियम 19 (ए) सरकार के मंत्री को लोकसभा में विधेयक पेश करने के लिए पूर्व सूचना देनी होती है।नियम 19 (बी) किसी भी सरकारी विधेयक की प्रति लोकसभा के सभी सदस्यों को वितरित करना आवश्यक है, ताकि सदस्य उसकी समीक्षा कर सकें और तैयारी कर सकें। गृह मंत्री ने अपने पत्र में तर्क दिया है कि समय की कमी के कारण नियमों में लचीलापन बरता जाए, ताकि मौजूदा मॉनसून सत्र में ही इन विधेयकों को प्रस्तुत किया जा सके। मौजूद संसद सत्र 21 अगस्त को समाप्त हो रहा है। अमित शाह ने इन विधेयकों को ऐसे समय में पेश करने की इजाजत मांगी है जब केंद्र शासित प्रदेश जम्मू-कश्मीर को पूर्ण राज्य का दर्जा देने की मांग हो रही है। सूत्रों के मुताबिक, यह विधेयक केंद्र शासित प्रदेशों के प्रशासन से संबंधित महत्वपूर्ण बदलावों को प्रस्तावित करता है, हालांकि अभी तक इसकी विस्तृत जानकारी सार्वजनिक नहीं की गई है।: [606, 520, 796, 657]
- registration-mark-y: [738, 1286, 754, 1295]
- suggestions-box: [5, 752, 97, 1028]
- paragraph: वरिष्ठ जिला उपाध्यक्ष मनीष मल्होत्रा ने बताया कि इस दौरान उद्योग एवं व्यापार से जुड़े महत्वपूर्ण विषयों पर विस्तार से चर्चा हुई। इसमें जनपद में इंडस्ट्रियल एरिया विकसित करने, फ्लेज पार्कों की स्थापना, इन्वेस्ट यूपी के अंतर्गत निवेश को आकर्षित करने, व्यापारियों को निर्बाध विद्युत आपूर्ति, औद्योगिक परिसरों के लिए ड्रेनेज व्यवस्था तथा व्यापारियों के आवश्यक लाइसेंस की वसूलत संबंधी प्रक्रियाओं को सरल बनाने जैसे मुद्दे प्रमुख रहे। नवागत जिलाधिकारी ने आश्वासन दिया कि लाइसेंसी अमलों की वसूलत के सभी प्रकरणों को अविलंब निस्तारित करने के निर्देश सम्बन्धित डेस्क को दिए जा रहे हैं। जिला अध्यक्ष भनीरामका ने अपेक्षा जताई कि जिलाधिकारी के कुशल नेतृत्व में बहराइच में उद्योग व व्यापार को नया आयाम मिलेगा और व्यापारियों की समस्याओं का शीघ्र समाधान होगा। शिष्टमंडल में जिलाध्यक्ष गौरीशंकर भनीरामका, नगर अध्यक्ष दीपक सोनी, कार्यकारी अध्यक्ष कुलभूषण अरोड़ा, जिला महामंत्री बृजमोहन मालतोरेशिया, वरिष्ठ जिला उपाध्यक्ष मनीष मल्होत्रा, जिला कोषाध्यक्ष नवनीत अग्रवाल, नगर महामंत्री आशीष कंसल सहित कई व्यापारी मौजूद रहे।: [200, 73, 490, 192]
